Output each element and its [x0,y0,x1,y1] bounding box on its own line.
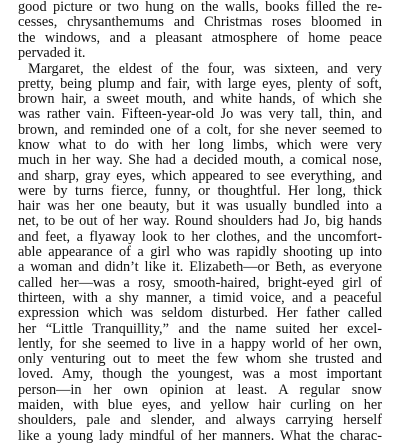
text-line: hair was her one beauty, but it was usually bundled into a [18,198,382,215]
text-line: lently, for she seemed to live in a happy world of her own, [18,335,382,352]
text-line: cesses, chrysanthemums and Christmas roses bloomed in [18,14,382,31]
text-line: loved. Amy, though the youngest, was a most important [18,366,382,383]
paragraph-2 [18,62,382,444]
text-line: her “Little Tranquillity,” and the name suited her excel- [18,320,382,337]
text-line: good picture or two hung on the walls, books filled the re- [18,0,382,15]
text-line: called her—was a rosy, smooth-haired, bright-eyed girl of [18,274,382,291]
text-line: were by turns fierce, funny, or thoughtful. Her long, thick [18,182,382,199]
text-line: thirteen, with a shy manner, a timid voice, and a peaceful [18,289,382,306]
text-line: brown, and reminded one of a colt, for she never seemed to [18,121,382,138]
text-line: and sharp, gray eyes, which appeared to see everything, and [18,167,382,184]
text-line: was rather vain. Fifteen-year-old Jo was very tall, thin, and [18,106,382,123]
text-line: expression which was seldom disturbed. Her father called [18,305,382,322]
text-line: pretty, being plump and fair, with large eyes, plenty of soft, [18,75,382,92]
text-line: know what to do with her long limbs, which were very [18,136,382,153]
paragraph-1 [18,0,382,61]
text-line: able appearance of a girl who was rapidly shooting up into [18,244,382,261]
text-line: Margaret, the eldest of the four, was sixteen, and very [28,60,382,77]
text-line: maiden, with blue eyes, and yellow hair curling on her [18,397,382,414]
text-line: net, to be out of her way. Round shoulders had Jo, big hands [18,213,382,230]
text-line: person—in her own opinion at least. A regular snow [18,381,382,398]
text-line: the windows, and a pleasant atmosphere of home peace [18,29,382,46]
text-line: like a young lady mindful of her manners. What the charac- [18,427,382,444]
text-line: only venturing out to meet the few whom she trusted and [18,351,382,368]
text-line: pervaded it. [18,44,86,61]
text-line: shoulders, pale and slender, and always carrying herself [18,412,382,429]
text-line: a woman and didn’t like it. Elizabeth—or Beth, as everyone [18,259,382,276]
text-line: brown hair, a sweet mouth, and white hands, of which she [18,91,382,108]
text-line: and feet, a flyaway look to her clothes, and the uncomfort- [18,228,382,245]
text-line: much in her way. She had a decided mouth, a comical nose, [18,152,382,169]
